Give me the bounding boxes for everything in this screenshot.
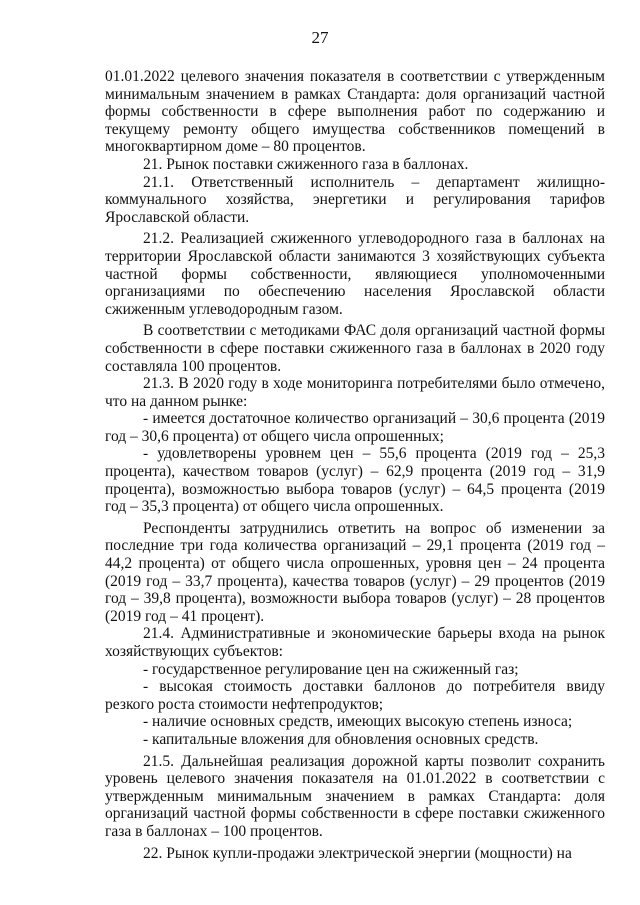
section-heading: 22. Рынок купли-продажи электрической энергии (мощности) на [143, 844, 572, 862]
paragraph: 21.3. В 2020 году в ходе мониторинга потребителями было отмечено, что на данном рынке: [105, 375, 605, 410]
list-item: - наличие основных средств, имеющих высокую степень износа; [143, 713, 573, 731]
list-item: - имеется достаточное количество организаций – 30,6 процента (2019 год – 30,6 процента) от общего числа опрошенных; [105, 410, 605, 445]
paragraph: 21.4. Административные и экономические барьеры входа на рынок хозяйствующих субъектов: [105, 625, 605, 660]
list-item: - удовлетворены уровнем цен – 55,6 процента (2019 год – 25,3 процента), качеством товаров (услуг) – 62,9 процента (2019 год – 31,9 процента), возможностью выбора товаров (услуг) – 64,5 процента (2019 год – 35,3 процента) от общего числа опрошенных. [105, 445, 605, 516]
paragraph: В соответствии с методиками ФАС доля организаций частной формы собственности в сфере поставки сжиженного газа в баллонах в 2020 году составляла 100 процентов. [105, 322, 605, 375]
page-number: 27 [311, 28, 329, 47]
list-item: - высокая стоимость доставки баллонов до потребителя ввиду резкого роста стоимости нефтепродуктов; [105, 678, 605, 713]
paragraph: 21.5. Дальнейшая реализация дорожной карты позволит сохранить уровень целевого значения показателя на 01.01.2022 в соответствии с утвержденным минимальным значением в рамках Стандарта: доля организаций частной формы собственности в сфере поставки сжиженного газа в баллонах – 100 процентов. [105, 752, 605, 840]
list-item: - государственное регулирование цен на сжиженный газ; [143, 660, 519, 678]
paragraph: 01.01.2022 целевого значения показателя в соответствии с утвержденным минимальным значением в рамках Стандарта: доля организаций частной формы собственности в сфере выполнения работ по содержанию и текущему ремонту общего имущества собственников помещений в многоквартирном доме – 80 процентов. [105, 68, 605, 156]
document-body [105, 68, 605, 862]
paragraph: Респонденты затруднились ответить на вопрос об изменении за последние три года количества организаций – 29,1 процента (2019 год – 44,2 процента) от общего числа опрошенных, уровня цен – 24 процента (2019 год – 33,7 процента), качества товаров (услуг) – 29 процентов (2019 год – 39,8 процента), возможности выбора товаров (услуг) – 28 процентов (2019 год – 41 процент). [105, 519, 605, 625]
paragraph: 21.2. Реализацией сжиженного углеводородного газа в баллонах на территории Ярославской области занимаются 3 хозяйствующих субъекта частной формы собственности, являющиеся уполномоченными организациями по обеспечению населения Ярославской области сжиженным углеводородным газом. [105, 230, 605, 318]
paragraph: 21.1. Ответственный исполнитель – департамент жилищно-коммунального хозяйства, энергетики и регулирования тарифов Ярославской области. [105, 173, 605, 226]
section-heading: 21. Рынок поставки сжиженного газа в баллонах. [143, 155, 469, 173]
list-item: - капитальные вложения для обновления основных средств. [143, 730, 539, 748]
